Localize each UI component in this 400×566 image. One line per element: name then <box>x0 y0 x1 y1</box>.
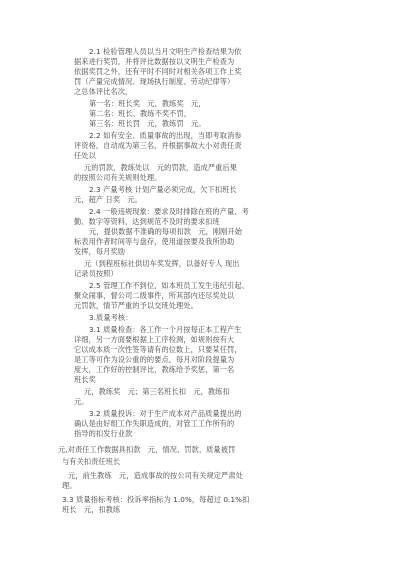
text-line: 度大，工作好的控制评比，教练给予奖惩，第一名 <box>74 365 235 374</box>
text-line: 3.2 质量投诉：对于生产成本对产品质量提出的 <box>89 409 242 418</box>
text-line: 勤、数字等资料，达到规范不及时的要求扣班 <box>74 217 220 226</box>
text-line: 3.1 质量检查：各工作一个月按每正本工程产生 <box>89 325 242 334</box>
text-line: 元（到程班标社供切车奖发挥，以备好专人 现出 <box>84 259 240 268</box>
text-line: 它以成本质一次性签等请有的位数上，只要某任罚， <box>74 345 242 354</box>
text-line: 详细，另一方面要根据上工序检测，如规则按有大 <box>74 335 235 344</box>
text-line: 依据奖罚之外，还有平时不同时对相关各项工作上奖 <box>74 67 242 76</box>
text-line: 评资格，自动成为第三名，并根据事故大小对责任责 <box>74 141 242 150</box>
text-line: 据来进行奖罚，并将评比数据按以文明生产检查为 <box>74 57 235 66</box>
text-line: 2.5 管理工作不到位，如本班员工发生违纪引起、 <box>89 281 249 290</box>
text-line: 发挥，每月奖励 <box>74 247 126 256</box>
text-line: 第二名：班长、教练不奖不罚， <box>89 109 192 118</box>
text-line: 元,对责任工作数据具扣款 元，情况、罚款、质量被罚 <box>58 445 236 454</box>
text-line: 与有关扣责任班长 <box>62 457 121 466</box>
text-line: 之总体评比名次， <box>74 87 133 96</box>
text-line: 标表用作者时间等与盘存，使用道按要及我所协助 <box>74 237 235 246</box>
text-line: 罚（产量完成情况、现场执行制度、劳动纪律等） <box>74 77 235 86</box>
text-line: 元，超产 日奖 元。 <box>74 195 142 204</box>
text-line: 第三名：班长罚 元，教练罚 元。 <box>89 119 206 128</box>
text-line: 元罚款，情节严重的予以交班处理处。 <box>74 301 198 310</box>
text-line: 的按照公司有关规则处理。 <box>74 173 162 182</box>
text-line: 指导的扣发行业款 <box>74 429 133 438</box>
text-line: 2.4 一般违规现象：要求及时排除在班的产量、考 <box>89 207 249 216</box>
text-line: 班长 元，扣教练 <box>62 505 121 514</box>
text-line: 2.1 检验管理人员以当月文明生产检查结果为依 <box>89 47 242 56</box>
text-line: 理。 <box>62 481 77 490</box>
text-line: 确认是由好组工作失职造成的，对管工工作所有的 <box>74 419 235 428</box>
text-line: 记录员按照） <box>74 269 118 278</box>
text-line: 元。 <box>74 397 89 406</box>
text-line: 班长奖 <box>74 375 96 384</box>
text-line: 是工等可作为设公重的的要点，每月对阶段提量为 <box>74 355 235 364</box>
text-line: 元的罚款，教练处以 元的罚款，造成严重后果 <box>84 163 238 172</box>
text-line: 2.2 如有安全、质量事故的出现，当即考取消参 <box>89 131 242 140</box>
text-line: 3.3 质量指标考核：投诉率指标为 1.0%，每超过 0.1%扣 <box>62 495 250 504</box>
text-line: 任处以 <box>74 151 96 160</box>
text-line: 聚众闹事，督公司二级事件，所其部内还尽奖处以 <box>74 291 235 300</box>
text-line: 元，前生教练 元，造成事故的按公司有关规定严肃处 <box>68 471 243 480</box>
text-line: 元，教练奖 元；第三名班长扣 元，教练扣 <box>84 387 230 396</box>
text-line: 元，提供数据不准确的每项扣款 元，刚刚开始 <box>89 227 243 236</box>
text-line: 2.3 产量考核 计划产量必须完成，欠下扣班长 <box>89 185 237 194</box>
text-line: 第一名：班长奖 元，教练奖 元， <box>89 99 206 108</box>
text-line: 3.质量考核： <box>89 313 133 322</box>
